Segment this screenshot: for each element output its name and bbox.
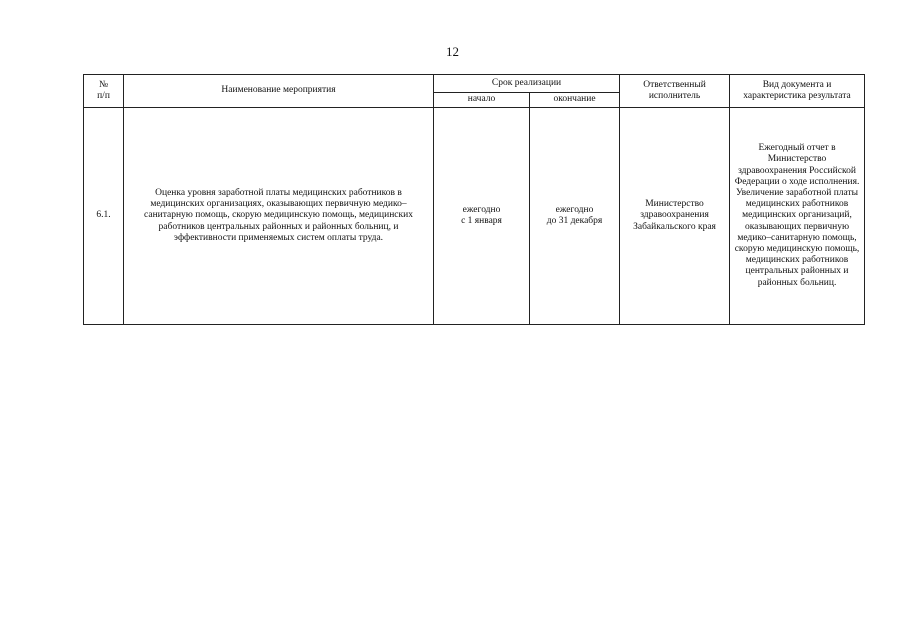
table-row — [84, 108, 865, 325]
header-number: № п/п — [84, 75, 124, 108]
header-start: начало — [434, 93, 530, 108]
page-number: 12 — [446, 44, 459, 59]
header-activity-name: Наименование мероприятия — [124, 75, 434, 108]
row-result: Ежегодный отчет в Министерство здравоохранения Российской Федерации о ходе исполнения. Увеличение заработной платы медицинских работников медицинских организаций, оказывающих первичную медико–санитарную помощь, скорую медицинскую помощь, медицинских работников центральных районных и районных больниц. — [730, 108, 865, 325]
action-plan-table — [83, 74, 865, 325]
header-end: окончание — [530, 93, 620, 108]
header-result: Вид документа и характеристика результата — [730, 75, 865, 108]
row-responsible: Министерство здравоохранения Забайкальского края — [620, 108, 730, 325]
header-implementation-period: Срок реализации — [434, 75, 620, 93]
header-responsible: Ответственный исполнитель — [620, 75, 730, 108]
row-start: ежегодно с 1 января — [434, 108, 530, 325]
row-end: ежегодно до 31 декабря — [530, 108, 620, 325]
row-activity-name: Оценка уровня заработной платы медицинских работников в медицинских организациях, оказывающих первичную медико–санитарную помощь, скорую медицинскую помощь, медицинских работников центральных районных и районных больниц, и эффективности применяемых систем оплаты труда. — [124, 108, 434, 325]
row-number: 6.1. — [84, 108, 124, 325]
